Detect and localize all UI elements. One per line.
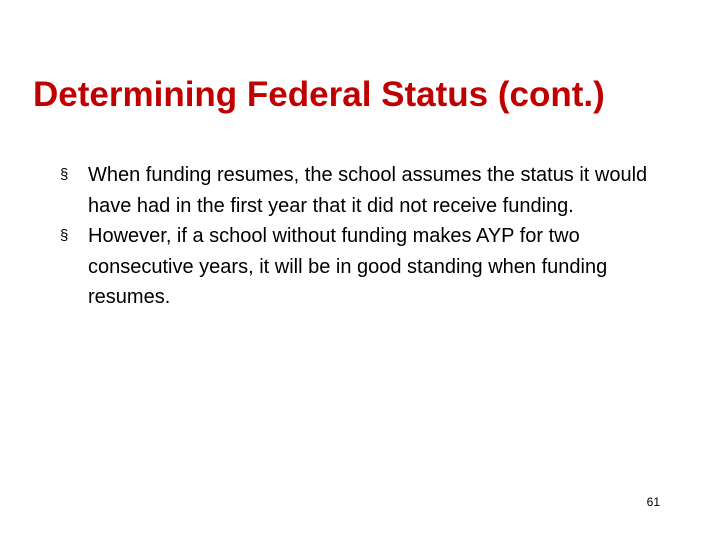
bullet-text: When funding resumes, the school assumes the status it would have had in the first year that it did not receive funding.: [88, 164, 648, 217]
bullet-list: [60, 160, 680, 313]
bullet-item: [60, 221, 680, 313]
page-number: 61: [646, 495, 660, 509]
bullet-marker-icon: §: [60, 166, 69, 183]
bullet-item: [60, 160, 680, 221]
slide-title: Determining Federal Status (cont.): [33, 75, 605, 114]
bullet-marker-icon: §: [60, 227, 69, 244]
bullet-text: However, if a school without funding makes AYP for two consecutive years, it will be in good standing when funding resumes.: [88, 225, 608, 308]
